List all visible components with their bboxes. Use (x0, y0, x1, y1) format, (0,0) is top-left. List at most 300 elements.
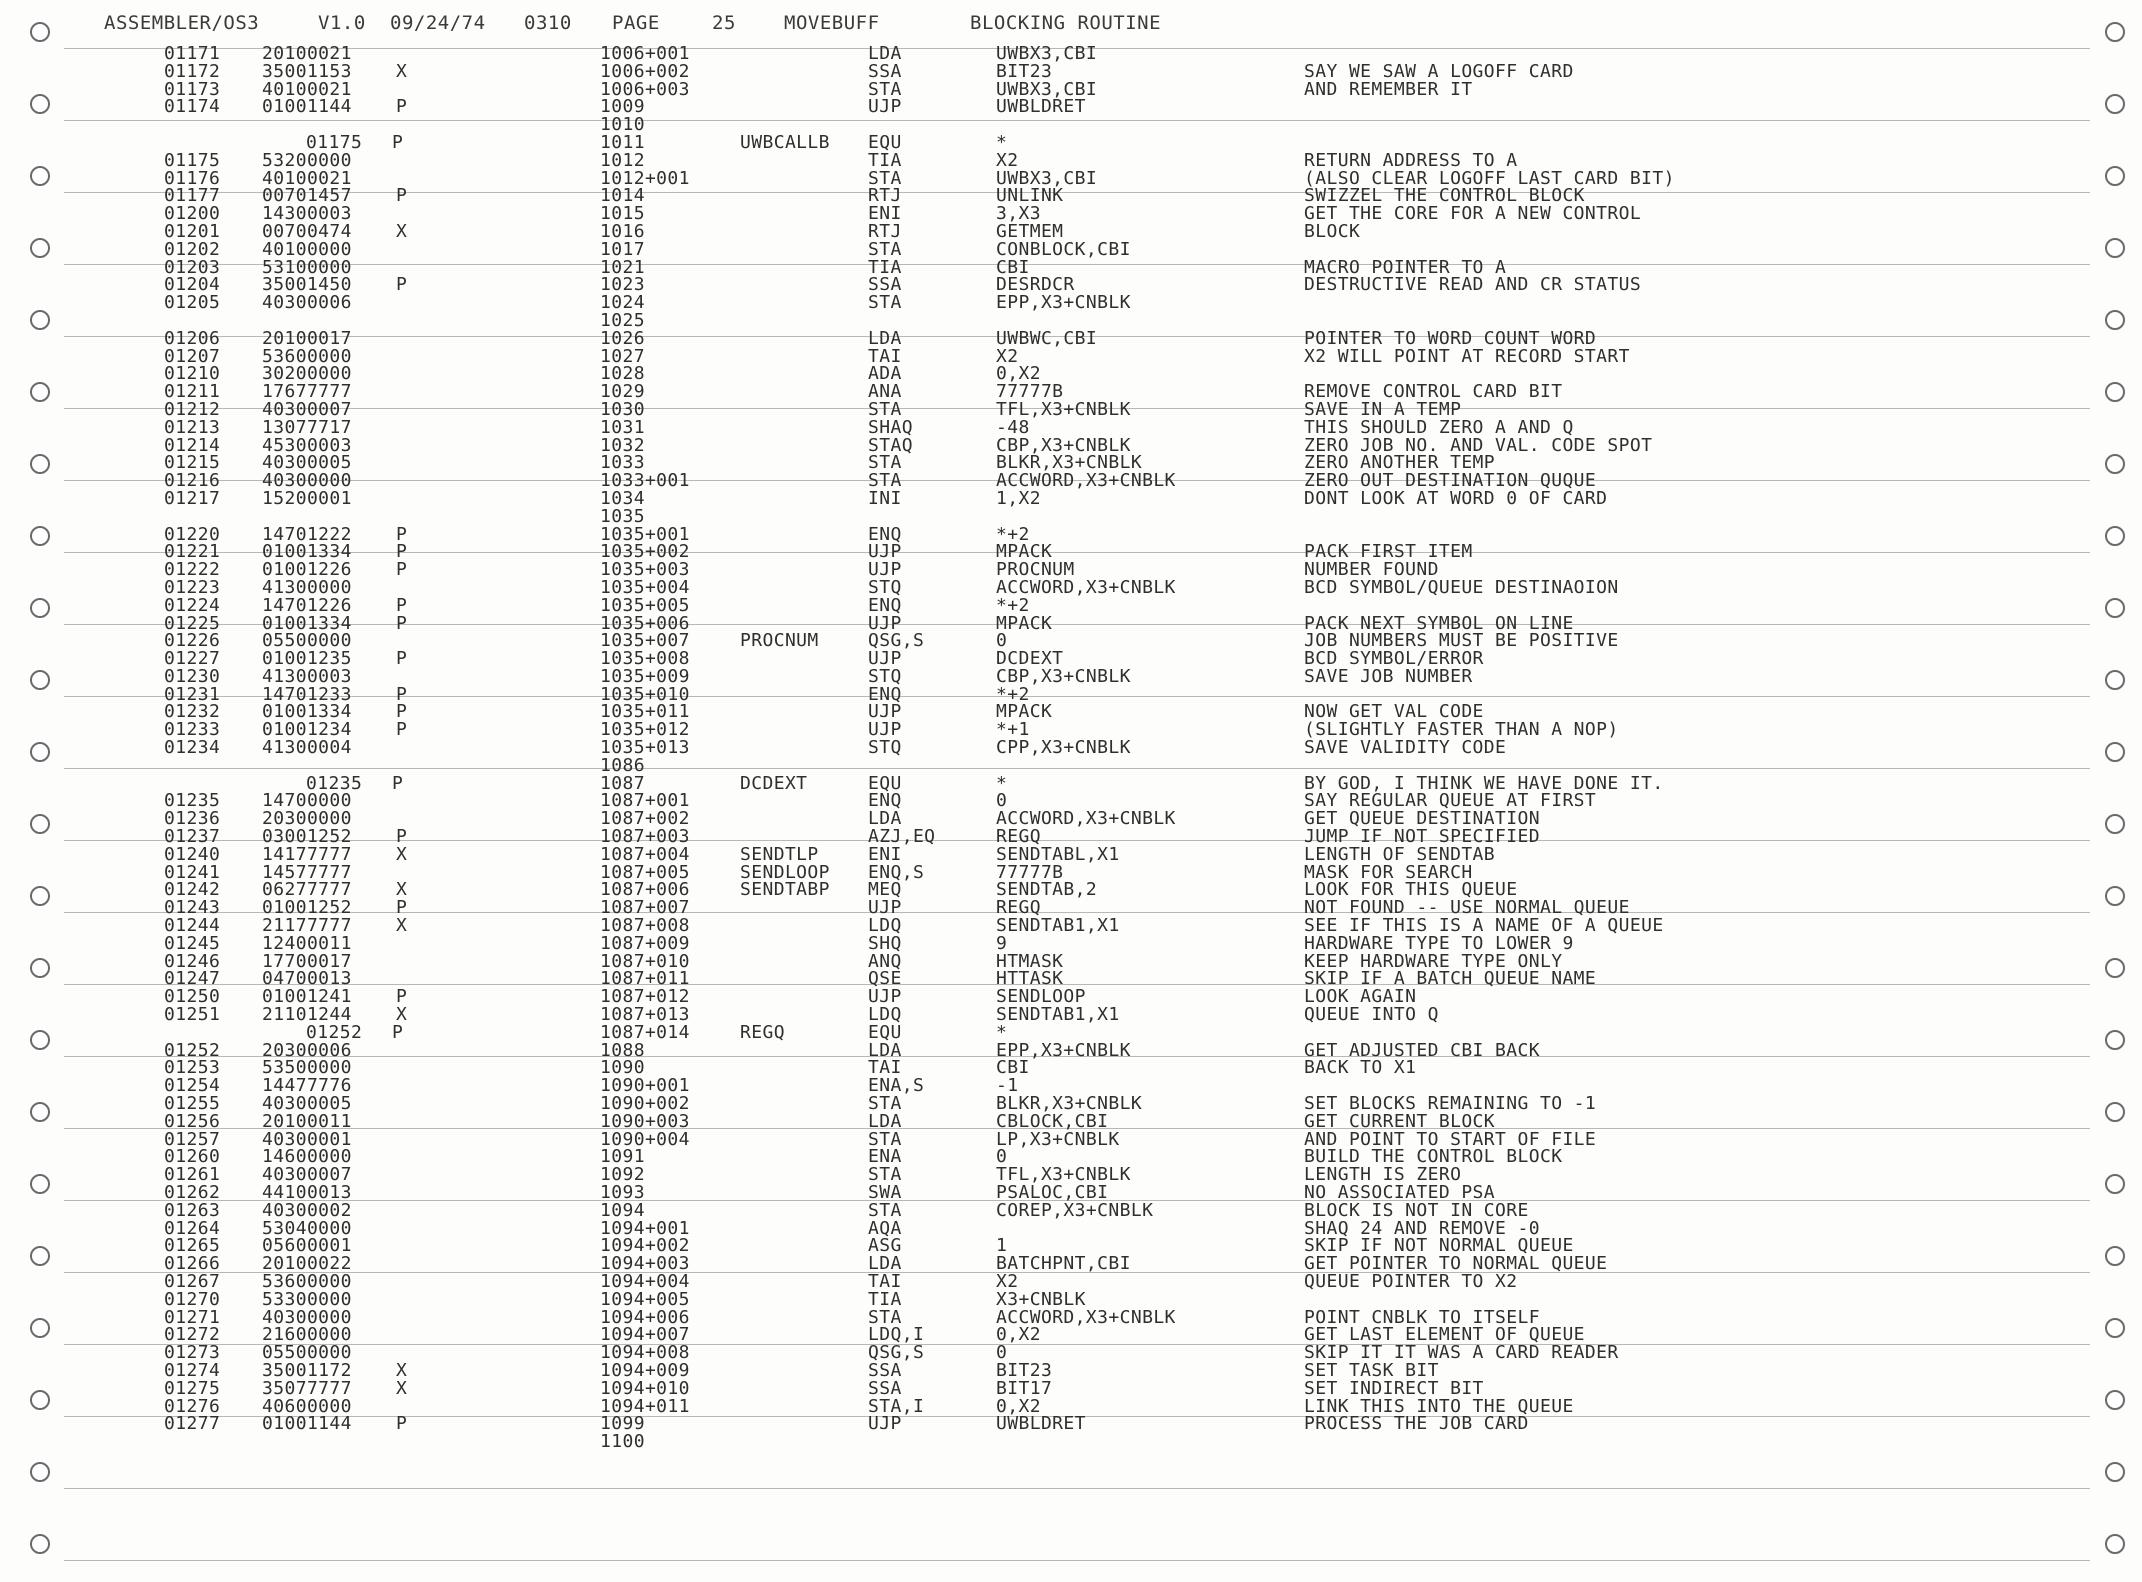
opcode: EQU (868, 1021, 902, 1043)
object-code: 14477776 (262, 1075, 352, 1097)
location-counter: 01201 (164, 220, 221, 242)
location-counter: 01222 (164, 559, 221, 581)
opcode: UJP (868, 612, 902, 634)
location-counter: 01250 (164, 986, 221, 1008)
source-line-number: 1087+004 (600, 843, 690, 865)
operand: EPP,X3+CNBLK (996, 1039, 1131, 1061)
location-counter: 01235 (164, 790, 221, 812)
object-code: 01001144 (262, 1413, 352, 1435)
operand: REGQ (996, 826, 1041, 848)
location-counter: 01253 (164, 1057, 221, 1079)
opcode: ENQ (868, 523, 902, 545)
object-code: 30200000 (262, 363, 352, 385)
comment: LINK THIS INTO THE QUEUE (1304, 1395, 1574, 1417)
location-counter: 01251 (164, 1004, 221, 1026)
opcode: SSA (868, 1377, 902, 1399)
opcode: LDQ,I (868, 1324, 925, 1346)
opcode: ENQ,S (868, 861, 925, 883)
object-code: 35001172 (262, 1359, 352, 1381)
comment: PACK NEXT SYMBOL ON LINE (1304, 612, 1574, 634)
operand: X3+CNBLK (996, 1288, 1086, 1310)
operand: ACCWORD,X3+CNBLK (996, 808, 1176, 830)
location-counter: 01245 (164, 932, 221, 954)
location-counter: 01244 (164, 915, 221, 937)
operand: HTTASK (996, 968, 1064, 990)
source-line-number: 1012+001 (600, 167, 690, 189)
source-line-number: 1035+012 (600, 719, 690, 741)
comment: NOT FOUND -- USE NORMAL QUEUE (1304, 897, 1630, 919)
opcode: QSG,S (868, 630, 925, 652)
operand: ACCWORD,X3+CNBLK (996, 576, 1176, 598)
operand: SENDTABL,X1 (996, 843, 1120, 865)
source-line-number: 1087+008 (600, 915, 690, 937)
opcode: STA (868, 1093, 902, 1115)
operand: CPP,X3+CNBLK (996, 737, 1131, 759)
location-counter: 01220 (164, 523, 221, 545)
assembler-version: V1.0 (318, 12, 366, 34)
object-code: 53600000 (262, 345, 352, 367)
opcode: UJP (868, 719, 902, 741)
source-line-number: 1030 (600, 398, 645, 420)
source-line-number: 1035+011 (600, 701, 690, 723)
object-code: 01001334 (262, 701, 352, 723)
object-code: 40100021 (262, 167, 352, 189)
source-line-number: 1094+005 (600, 1288, 690, 1310)
operand: CONBLOCK,CBI (996, 238, 1131, 260)
source-line-number: 1035+009 (600, 665, 690, 687)
listing-row (0, 1021, 2142, 1043)
source-line-number: 1035+005 (600, 594, 690, 616)
operand: SENDTAB1,X1 (996, 1004, 1120, 1026)
object-code: 40300000 (262, 1306, 352, 1328)
operand: GETMEM (996, 220, 1064, 242)
opcode: ANA (868, 381, 902, 403)
opcode: RTJ (868, 185, 902, 207)
operand: 0 (996, 1342, 1008, 1364)
relocation-flag: P (396, 594, 408, 616)
operand: BLKR,X3+CNBLK (996, 452, 1143, 474)
relocation-flag: P (396, 1413, 408, 1435)
object-code: 06277777 (262, 879, 352, 901)
operand: *+2 (996, 594, 1030, 616)
object-code: 41300003 (262, 665, 352, 687)
object-code: 41300004 (262, 737, 352, 759)
location-counter: 01246 (164, 950, 221, 972)
source-line-number: 1006+001 (600, 43, 690, 64)
assembly-listing (0, 45, 2142, 1451)
opcode: STA (868, 1128, 902, 1150)
location-counter: 01212 (164, 398, 221, 420)
opcode: UJP (868, 96, 902, 118)
comment: SAY REGULAR QUEUE AT FIRST (1304, 790, 1597, 812)
comment: SAVE JOB NUMBER (1304, 665, 1473, 687)
comment: SEE IF THIS IS A NAME OF A QUEUE (1304, 915, 1664, 937)
operand: CBI (996, 256, 1030, 278)
comment: REMOVE CONTROL CARD BIT (1304, 381, 1563, 403)
object-code: 12400011 (262, 932, 352, 954)
operand: 77777B (996, 861, 1064, 883)
location-counter: 01233 (164, 719, 221, 741)
operand: 0,X2 (996, 363, 1041, 385)
source-line-number: 1086 (600, 754, 645, 776)
location-counter: 01242 (164, 879, 221, 901)
comment: POINTER TO WORD COUNT WORD (1304, 327, 1597, 349)
listing-row (0, 60, 2142, 82)
location-counter: 01232 (164, 701, 221, 723)
listing-row (0, 98, 2142, 116)
location-counter: 01266 (164, 1253, 221, 1275)
object-code: 00701457 (262, 185, 352, 207)
relocation-flag: X (396, 1359, 408, 1381)
listing-row (0, 1415, 2142, 1433)
comment: GET POINTER TO NORMAL QUEUE (1304, 1253, 1608, 1275)
operand: BLKR,X3+CNBLK (996, 1093, 1143, 1115)
operand: 1 (996, 1235, 1008, 1257)
comment: BLOCK (1304, 220, 1361, 242)
location-counter: 01231 (164, 683, 221, 705)
operand: X2 (996, 149, 1019, 171)
opcode: UJP (868, 541, 902, 563)
source-line-number: 1031 (600, 416, 645, 438)
operand: * (996, 772, 1008, 794)
source-line-number: 1006+002 (600, 60, 690, 82)
source-line-number: 1027 (600, 345, 645, 367)
operand: MPACK (996, 612, 1053, 634)
relocation-flag: P (396, 897, 408, 919)
operand: UWBLDRET (996, 1413, 1086, 1435)
feed-hole (30, 1534, 50, 1554)
operand: -1 (996, 1075, 1019, 1097)
location-counter: 01261 (164, 1164, 221, 1186)
comment: BACK TO X1 (1304, 1057, 1417, 1079)
symbol-label: SENDTABP (740, 879, 830, 901)
source-line-number: 1026 (600, 327, 645, 349)
source-line-number: 1094+006 (600, 1306, 690, 1328)
feed-hole (30, 1462, 50, 1482)
opcode: TIA (868, 149, 902, 171)
opcode: LDA (868, 43, 902, 64)
source-line-number: 1035+003 (600, 559, 690, 581)
comment: (ALSO CLEAR LOGOFF LAST CARD BIT) (1304, 167, 1675, 189)
comment: BCD SYMBOL/QUEUE DESTINAOION (1304, 576, 1619, 598)
source-line-number: 1087+010 (600, 950, 690, 972)
listing-row (0, 932, 2142, 954)
object-code: 40300005 (262, 452, 352, 474)
location-counter: 01204 (164, 274, 221, 296)
listing-time: 0310 (524, 12, 572, 34)
location-counter: 01176 (164, 167, 221, 189)
operand: CBP,X3+CNBLK (996, 665, 1131, 687)
operand: TFL,X3+CNBLK (996, 398, 1131, 420)
location-counter: 01213 (164, 416, 221, 438)
source-line-number: 1024 (600, 292, 645, 314)
operand: 9 (996, 932, 1008, 954)
object-code: 01001144 (262, 96, 352, 118)
operand: 0,X2 (996, 1324, 1041, 1346)
operand: *+1 (996, 719, 1030, 741)
object-code: 21600000 (262, 1324, 352, 1346)
feed-hole (30, 22, 50, 42)
opcode: STA (868, 1306, 902, 1328)
location-counter: 01273 (164, 1342, 221, 1364)
relocation-flag: X (396, 1004, 408, 1026)
relocation-flag: X (396, 1377, 408, 1399)
comment: GET LAST ELEMENT OF QUEUE (1304, 1324, 1585, 1346)
opcode: UJP (868, 701, 902, 723)
relocation-flag: P (396, 541, 408, 563)
object-code: 01001234 (262, 719, 352, 741)
location-counter: 01203 (164, 256, 221, 278)
object-code: 20100017 (262, 327, 352, 349)
source-line-number: 1087 (600, 772, 645, 794)
object-code: 20100022 (262, 1253, 352, 1275)
location-counter: 01277 (164, 1413, 221, 1435)
source-line-number: 1087+005 (600, 861, 690, 883)
location-counter: 01272 (164, 1324, 221, 1346)
object-code: 53600000 (262, 1270, 352, 1292)
opcode: STAQ (868, 434, 913, 456)
source-line-number: 1090+003 (600, 1110, 690, 1132)
object-code: 05500000 (262, 630, 352, 652)
comment: GET ADJUSTED CBI BACK (1304, 1039, 1540, 1061)
comment: THIS SHOULD ZERO A AND Q (1304, 416, 1574, 438)
location-counter: 01172 (164, 60, 221, 82)
opcode: LDA (868, 1039, 902, 1061)
operand: UNLINK (996, 185, 1064, 207)
location-counter: 01257 (164, 1128, 221, 1150)
opcode: STA (868, 398, 902, 420)
comment: SET TASK BIT (1304, 1359, 1439, 1381)
comment: PACK FIRST ITEM (1304, 541, 1473, 563)
object-code: 44100013 (262, 1182, 352, 1203)
object-code: 53100000 (262, 256, 352, 278)
opcode: QSE (868, 968, 902, 990)
location-counter: 01262 (164, 1182, 221, 1203)
comment: RETURN ADDRESS TO A (1304, 149, 1518, 171)
comment: JOB NUMBERS MUST BE POSITIVE (1304, 630, 1619, 652)
relocation-flag: P (392, 1021, 404, 1043)
source-line-number: 1009 (600, 96, 645, 118)
location-counter: 01243 (164, 897, 221, 919)
operand: CBI (996, 1057, 1030, 1079)
opcode: LDA (868, 1110, 902, 1132)
source-line-number: 1094+002 (600, 1235, 690, 1257)
location-counter: 01227 (164, 648, 221, 670)
operand: *+2 (996, 523, 1030, 545)
location-counter: 01211 (164, 381, 221, 403)
opcode: SHQ (868, 932, 902, 954)
opcode: SSA (868, 1359, 902, 1381)
opcode: LDA (868, 1253, 902, 1275)
source-line-number: 1094+011 (600, 1395, 690, 1417)
source-line-number: 1012 (600, 149, 645, 171)
opcode: ENA (868, 1146, 902, 1168)
opcode: STQ (868, 576, 902, 598)
operand: 0 (996, 1146, 1008, 1168)
source-line-number: 1094+010 (600, 1377, 690, 1399)
object-code: 53300000 (262, 1288, 352, 1310)
opcode: ENQ (868, 683, 902, 705)
comment: PROCESS THE JOB CARD (1304, 1413, 1529, 1435)
listing-row (0, 1288, 2142, 1310)
operand: EPP,X3+CNBLK (996, 292, 1131, 314)
location-counter: 01241 (164, 861, 221, 883)
opcode: TAI (868, 1057, 902, 1079)
location-counter: 01256 (164, 1110, 221, 1132)
object-code: 14600000 (262, 1146, 352, 1168)
listing-row (0, 1433, 2142, 1451)
comment: KEEP HARDWARE TYPE ONLY (1304, 950, 1563, 972)
operand: * (996, 1021, 1008, 1043)
location-counter: 01225 (164, 612, 221, 634)
symbol-label: UWBCALLB (740, 131, 830, 153)
opcode: STA,I (868, 1395, 925, 1417)
opcode: LDA (868, 808, 902, 830)
object-code: 00700474 (262, 220, 352, 242)
object-code: 01001334 (262, 541, 352, 563)
relocation-flag: P (396, 559, 408, 581)
location-counter: 01247 (164, 968, 221, 990)
object-code: 14577777 (262, 861, 352, 883)
object-code: 40100021 (262, 78, 352, 100)
relocation-flag: X (396, 843, 408, 865)
object-code: 14701233 (262, 683, 352, 705)
operand: BATCHPNT,CBI (996, 1253, 1131, 1275)
listing-row (0, 594, 2142, 616)
object-code: 04700013 (262, 968, 352, 990)
operand: TFL,X3+CNBLK (996, 1164, 1131, 1186)
object-code: 53040000 (262, 1217, 352, 1239)
object-code: 01001241 (262, 986, 352, 1008)
opcode: LDQ (868, 1004, 902, 1026)
comment: SET BLOCKS REMAINING TO -1 (1304, 1093, 1597, 1115)
operand: BIT17 (996, 1377, 1053, 1399)
operand: *+2 (996, 683, 1030, 705)
operand: MPACK (996, 701, 1053, 723)
location-counter: 01207 (164, 345, 221, 367)
symbol-label: SENDTLP (740, 843, 819, 865)
operand: REGQ (996, 897, 1041, 919)
opcode: UJP (868, 897, 902, 919)
source-line-number: 1035 (600, 505, 645, 527)
opcode: AZJ,EQ (868, 826, 936, 848)
source-line-number: 1010 (600, 114, 645, 136)
location-counter: 01264 (164, 1217, 221, 1239)
object-code: 35001153 (262, 60, 352, 82)
source-line-number: 1087+003 (600, 826, 690, 848)
location-counter: 01236 (164, 808, 221, 830)
location-counter: 01217 (164, 487, 221, 509)
location-counter: 01255 (164, 1093, 221, 1115)
comment: GET CURRENT BLOCK (1304, 1110, 1496, 1132)
comment: BLOCK IS NOT IN CORE (1304, 1199, 1529, 1221)
source-line-number: 1087+014 (600, 1021, 690, 1043)
object-code: 05600001 (262, 1235, 352, 1257)
listing-date: 09/24/74 (390, 12, 486, 34)
location-counter: 01202 (164, 238, 221, 260)
location-counter: 01216 (164, 470, 221, 492)
opcode: STQ (868, 737, 902, 759)
comment: ZERO OUT DESTINATION QUQUE (1304, 470, 1597, 492)
location-counter: 01221 (164, 541, 221, 563)
source-line-number: 1094+003 (600, 1253, 690, 1275)
location-counter: 01174 (164, 96, 221, 118)
object-code: 53500000 (262, 1057, 352, 1079)
opcode: SHAQ (868, 416, 913, 438)
object-code: 20100011 (262, 1110, 352, 1132)
location-counter: 01214 (164, 434, 221, 456)
source-line-number: 1094+001 (600, 1217, 690, 1239)
source-line-number: 1094+004 (600, 1270, 690, 1292)
comment: LOOK FOR THIS QUEUE (1304, 879, 1518, 901)
source-line-number: 1087+011 (600, 968, 690, 990)
opcode: STQ (868, 665, 902, 687)
object-code: 15200001 (262, 487, 352, 509)
source-line-number: 1023 (600, 274, 645, 296)
object-code: 20300006 (262, 1039, 352, 1061)
location-counter: 01234 (164, 737, 221, 759)
source-line-number: 1093 (600, 1182, 645, 1203)
comment: ZERO ANOTHER TEMP (1304, 452, 1496, 474)
object-code: 35077777 (262, 1377, 352, 1399)
listing-row (0, 754, 2142, 776)
source-line-number: 1087+012 (600, 986, 690, 1008)
operand: UWBX3,CBI (996, 78, 1098, 100)
opcode: TIA (868, 1288, 902, 1310)
paper-rule (64, 1560, 2090, 1561)
opcode: TAI (868, 345, 902, 367)
source-line-number: 1035+001 (600, 523, 690, 545)
listing-row (0, 238, 2142, 260)
location-counter: 01271 (164, 1306, 221, 1328)
operand: X2 (996, 345, 1019, 367)
opcode: QSG,S (868, 1342, 925, 1364)
object-code: 14701226 (262, 594, 352, 616)
comment: NUMBER FOUND (1304, 559, 1439, 581)
listing-row (0, 149, 2142, 171)
object-code: 21177777 (262, 915, 352, 937)
operand: MPACK (996, 541, 1053, 563)
opcode: SWA (868, 1182, 902, 1203)
source-line-number: 1025 (600, 309, 645, 331)
relocation-flag: X (396, 60, 408, 82)
operand: 77777B (996, 381, 1064, 403)
object-code: 01001334 (262, 612, 352, 634)
object-code: 41300000 (262, 576, 352, 598)
source-line-number: 1032 (600, 434, 645, 456)
location-counter: 01267 (164, 1270, 221, 1292)
source-line-number: 1035+002 (600, 541, 690, 563)
location-counter: 01254 (164, 1075, 221, 1097)
comment: NOW GET VAL CODE (1304, 701, 1484, 723)
operand: SENDLOOP (996, 986, 1086, 1008)
relocation-flag: P (396, 683, 408, 705)
listing-row (0, 505, 2142, 527)
operand: UWBX3,CBI (996, 43, 1098, 64)
relocation-flag: P (396, 523, 408, 545)
location-counter: 01252 (164, 1039, 221, 1061)
relocation-flag: P (396, 719, 408, 741)
operand: UWBLDRET (996, 96, 1086, 118)
symbol-label: SENDLOOP (740, 861, 830, 883)
location-counter: 01224 (164, 594, 221, 616)
object-code: 14300003 (262, 203, 352, 225)
listing-row (0, 843, 2142, 865)
object-code: 05500000 (262, 1342, 352, 1364)
source-line-number: 1087+013 (600, 1004, 690, 1026)
source-line-number: 1035+007 (600, 630, 690, 652)
comment: SKIP IF NOT NORMAL QUEUE (1304, 1235, 1574, 1257)
